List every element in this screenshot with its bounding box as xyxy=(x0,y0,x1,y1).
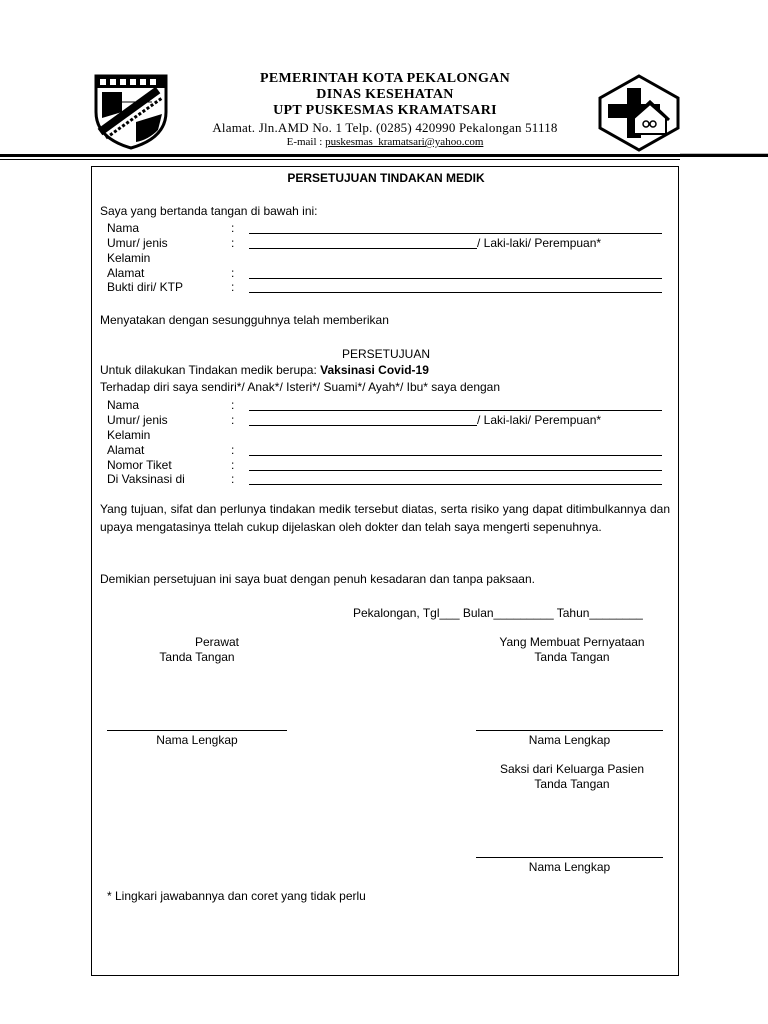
form-title: PERSETUJUAN TINDAKAN MEDIK xyxy=(287,171,485,185)
input-line-umur-1[interactable] xyxy=(249,248,477,249)
colon: : xyxy=(231,472,235,486)
full-name-witness: Nama Lengkap xyxy=(528,860,611,874)
explanation-paragraph: Yang tujuan, sifat dan perlunya tindakan medik tersebut diatas, serta risiko yang dapat ditimbulkannya dan upaya mengatasinya ttelah cukup dijelaskan oleh dokter dan telah saya mengerti sepenuhnya. xyxy=(100,502,670,534)
header-email-line xyxy=(190,136,580,148)
colon: : xyxy=(231,280,235,294)
declaration-text: Demikian persetujuan ini saya buat dengan penuh kesadaran dan tanpa paksaan. xyxy=(100,572,535,586)
consent-form xyxy=(91,166,679,976)
colon: : xyxy=(231,443,235,457)
email-link[interactable]: puskesmas_kramatsari@yahoo.com xyxy=(325,136,484,148)
label-umur-2: Umur/ jenis xyxy=(107,413,168,427)
witness-sub: Tanda Tangan xyxy=(534,777,610,791)
input-line-tiket-2[interactable] xyxy=(249,470,662,471)
header-rule-faint xyxy=(680,153,768,154)
label-kelamin-2: Kelamin xyxy=(107,428,151,442)
statement-text: Menyatakan dengan sesungguhnya telah memberikan xyxy=(100,313,389,327)
section-title: PERSETUJUAN xyxy=(341,347,430,361)
action-prefix: Untuk dilakukan Tindakan medik berupa: xyxy=(100,363,321,377)
label-kelamin-1: Kelamin xyxy=(107,251,151,265)
colon: : xyxy=(231,398,235,412)
health-cross-house-icon xyxy=(598,74,680,152)
header-department: DINAS KESEHATAN xyxy=(316,87,454,102)
email-label: E-mail : xyxy=(286,136,326,148)
colon: : xyxy=(231,236,235,250)
action-value: Vaksinasi Covid-19 xyxy=(320,363,429,377)
header-rule-thick xyxy=(0,154,768,157)
footnote: * Lingkari jawabannya dan coret yang tidak perlu xyxy=(107,889,366,903)
signature-line-right[interactable] xyxy=(476,730,663,731)
input-line-bukti-1[interactable] xyxy=(249,292,662,293)
label-alamat-1: Alamat xyxy=(107,266,145,280)
label-lokasi-2: Di Vaksinasi di xyxy=(107,472,185,486)
city-emblem-icon xyxy=(92,72,170,150)
label-alamat-2: Alamat xyxy=(107,443,145,457)
header-rule-thin xyxy=(0,159,680,160)
sign-right-sub: Tanda Tangan xyxy=(534,650,610,664)
header-institution: UPT PUSKESMAS KRAMATSARI xyxy=(273,103,497,118)
label-nama-1: Nama xyxy=(107,221,140,235)
input-line-lokasi-2[interactable] xyxy=(249,484,662,485)
signature-line-witness[interactable] xyxy=(476,857,663,858)
header-address: Alamat. Jln.AMD No. 1 Telp. (0285) 420990 Pekalongan 51118 xyxy=(212,120,558,135)
label-bukti-1: Bukti diri/ KTP xyxy=(107,280,184,294)
date-place-line[interactable]: Pekalongan, Tgl___ Bulan_________ Tahun________ xyxy=(353,606,643,620)
relation-text: Terhadap diri saya sendiri*/ Anak*/ Isteri*/ Suami*/ Ayah*/ Ibu* saya dengan xyxy=(100,380,501,394)
full-name-left: Nama Lengkap xyxy=(156,733,238,747)
input-line-alamat-1[interactable] xyxy=(249,278,662,279)
gender-options-1[interactable]: / Laki-laki/ Perempuan* xyxy=(477,236,602,250)
label-umur-1: Umur/ jenis xyxy=(107,236,168,250)
witness-role: Saksi dari Keluarga Pasien xyxy=(499,762,645,776)
action-line xyxy=(100,363,429,377)
input-line-nama-2[interactable] xyxy=(249,410,662,411)
header-government: PEMERINTAH KOTA PEKALONGAN xyxy=(260,71,510,86)
intro-text: Saya yang bertanda tangan di bawah ini: xyxy=(100,204,318,218)
input-line-umur-2[interactable] xyxy=(249,425,477,426)
sign-left-sub: Tanda Tangan xyxy=(159,650,235,664)
sign-right-role: Yang Membuat Pernyataan xyxy=(499,635,645,649)
label-tiket-2: Nomor Tiket xyxy=(107,458,172,472)
colon: : xyxy=(231,413,235,427)
input-line-nama-1[interactable] xyxy=(249,233,662,234)
sign-left-role: Perawat xyxy=(194,635,240,649)
signature-line-left[interactable] xyxy=(107,730,287,731)
label-nama-2: Nama xyxy=(107,398,140,412)
input-line-alamat-2[interactable] xyxy=(249,455,662,456)
full-name-right: Nama Lengkap xyxy=(528,733,611,747)
colon: : xyxy=(231,266,235,280)
gender-options-2[interactable]: / Laki-laki/ Perempuan* xyxy=(477,413,602,427)
colon: : xyxy=(231,221,235,235)
colon: : xyxy=(231,458,235,472)
